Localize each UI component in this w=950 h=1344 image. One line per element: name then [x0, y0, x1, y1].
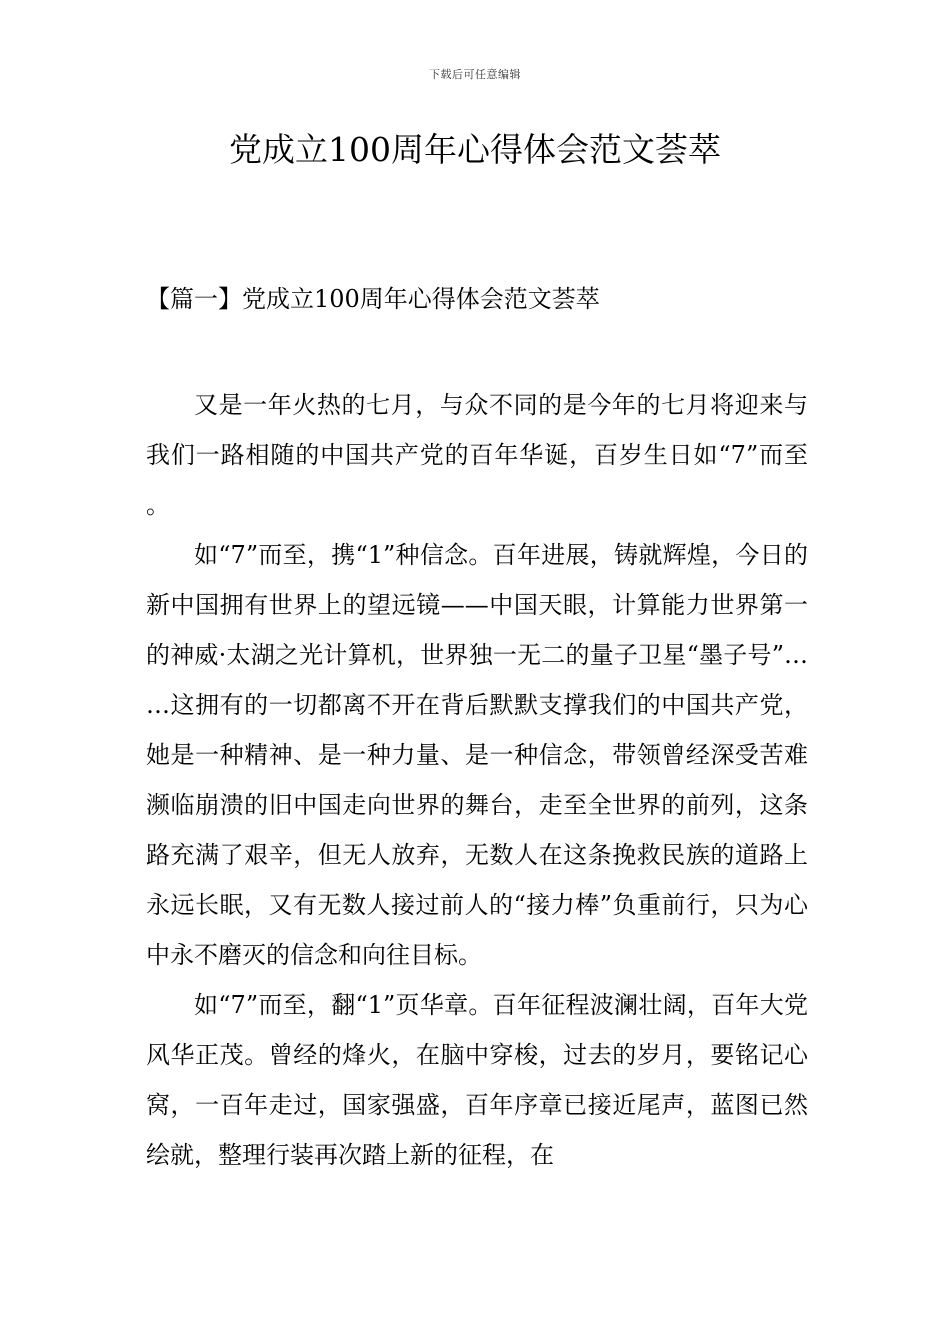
paragraph-1: 又是一年火热的七月，与众不同的是今年的七月将迎来与我们一路相随的中国共产党的百年华诞，百岁生日如“7”而至。: [146, 391, 808, 519]
paragraph-2: 如“7”而至，携“1”种信念。百年进展，铸就辉煌，今日的新中国拥有世界上的望远镜——中国天眼，计算能力世界第一的神威·太湖之光计算机，世界独一无二的量子卫星“墨子号”……这拥有的一切都离不开在背后默默支撑我们的中国共产党，她是一种精神、是一种力量、是一种信念，带领曾经深受苦难濒临崩溃的旧中国走向世界的舞台，走至全世界的前列，这条路充满了艰辛，但无人放弃，无数人在这条挽救民族的道路上永远长眠，又有无数人接过前人的“接力棒”负重前行，只为心中永不磨灭的信念和向往目标。: [146, 541, 808, 969]
document-body: [146, 380, 808, 1180]
section-heading: 【篇一】党成立100周年心得体会范文荟萃: [146, 285, 600, 313]
header-note: 下载后可任意编辑: [429, 68, 521, 81]
document-title: 党成立100周年心得体会范文荟萃: [229, 130, 721, 169]
paragraph-3: 如“7”而至，翻“1”页华章。百年征程波澜壮阔，百年大党风华正茂。曾经的烽火，在脑中穿梭，过去的岁月，要铭记心窝，一百年走过，国家强盛，百年序章已接近尾声，蓝图已然绘就，整理行装再次踏上新的征程，在: [146, 991, 808, 1169]
